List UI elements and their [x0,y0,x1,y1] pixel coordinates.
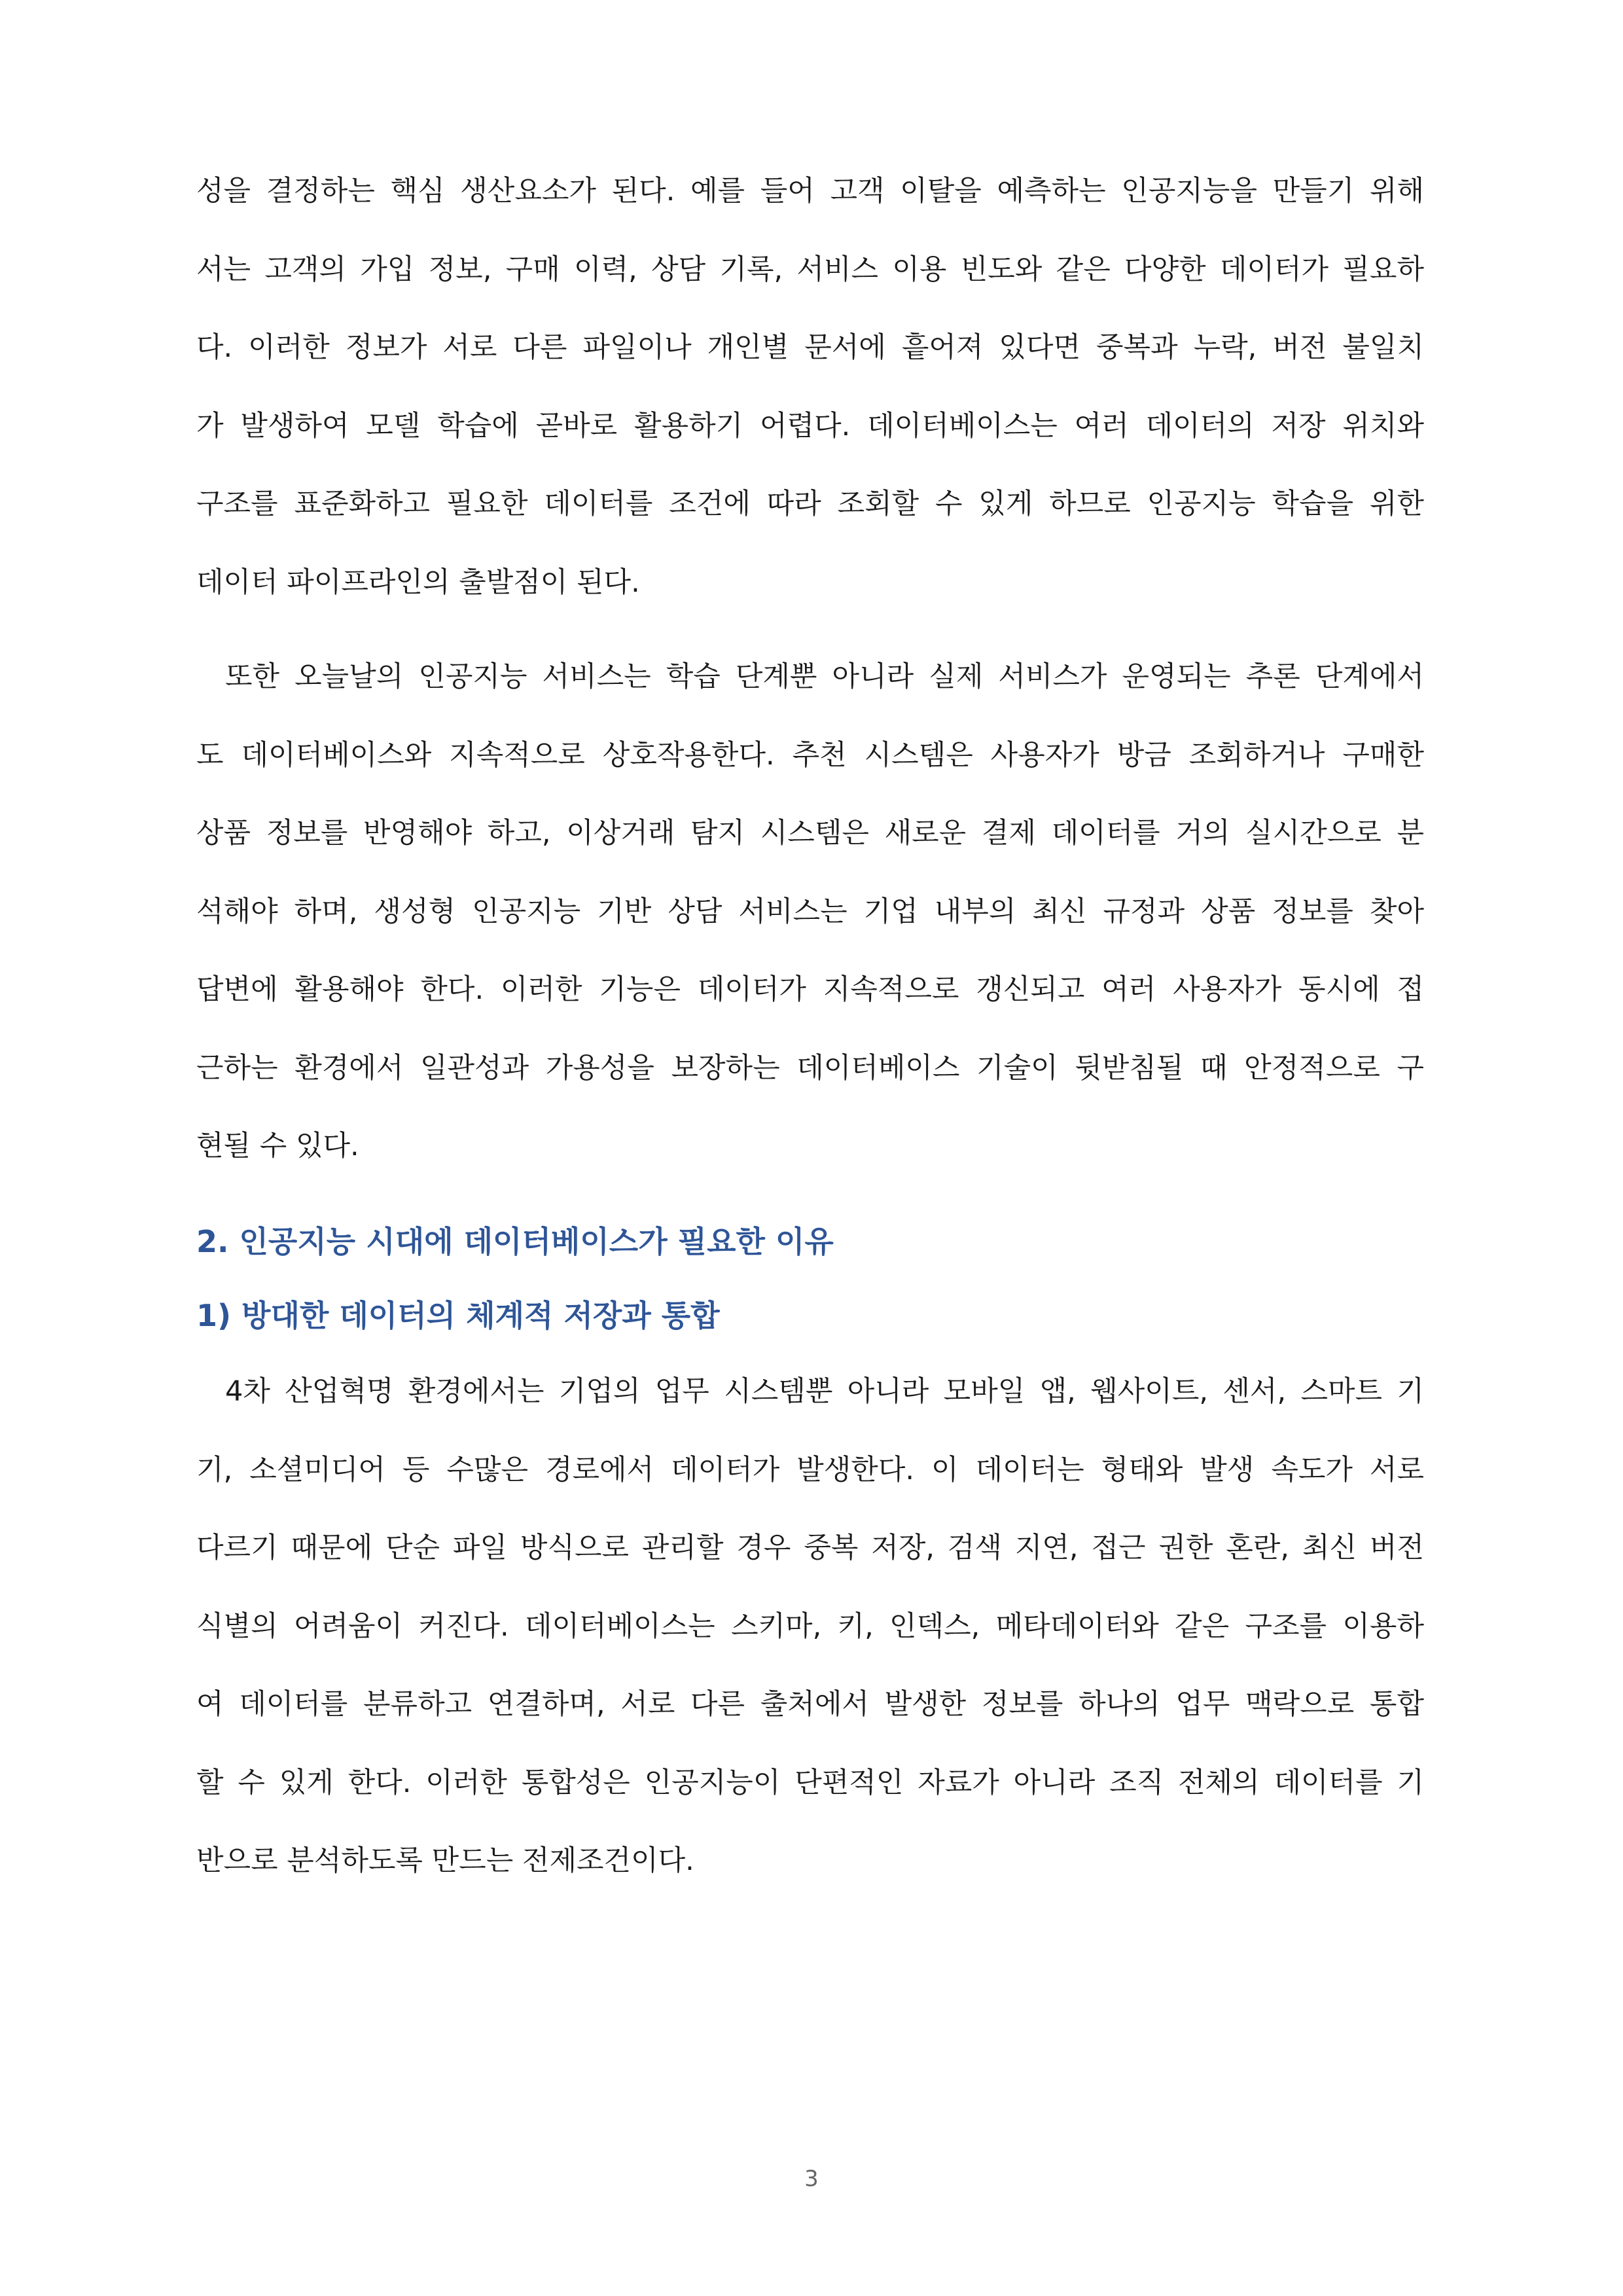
paragraph-2-line: 현될 수 있다. [196,1130,359,1162]
paragraph-3-line: 다르기 때문에 단순 파일 방식으로 관리할 경우 중복 저장, 검색 지연, 접근 권한 혼란, 최신 버전 [196,1532,1424,1564]
paragraph-3-line: 여 데이터를 분류하고 연결하며, 서로 다른 출처에서 발생한 정보를 하나의 업무 맥락으로 통합 [196,1688,1424,1721]
paragraph-2-line: 또한 오늘날의 인공지능 서비스는 학습 단계뿐 아니라 실제 서비스가 운영되는 추론 단계에서 [225,660,1424,693]
paragraph-2-line: 석해야 하며, 생성형 인공지능 기반 상담 서비스는 기업 내부의 최신 규정과 상품 정보를 찾아 [196,895,1424,928]
paragraph-2-line: 근하는 환경에서 일관성과 가용성을 보장하는 데이터베이스 기술이 뒷받침될 때 안정적으로 구 [196,1052,1424,1085]
page-number: 3 [804,2166,819,2192]
paragraph-1-line: 구조를 표준화하고 필요한 데이터를 조건에 따라 조회할 수 있게 하므로 인공지능 학습을 위한 [196,488,1424,520]
paragraph-1-line: 서는 고객의 가입 정보, 구매 이력, 상담 기록, 서비스 이용 빈도와 같은 다양한 데이터가 필요하 [196,253,1424,286]
paragraph-3-line: 기, 소셜미디어 등 수많은 경로에서 데이터가 발생한다. 이 데이터는 형태와 발생 속도가 서로 [196,1454,1424,1486]
paragraph-1-line: 데이터 파이프라인의 출발점이 된다. [196,566,640,599]
paragraph-3-line: 할 수 있게 한다. 이러한 통합성은 인공지능이 단편적인 자료가 아니라 조직 전체의 데이터를 기 [196,1767,1424,1799]
paragraph-3-line: 반으로 분석하도록 만드는 전제조건이다. [196,1844,694,1877]
paragraph-1-line: 성을 결정하는 핵심 생산요소가 된다. 예를 들어 고객 이탈을 예측하는 인공지능을 만들기 위해 [196,175,1424,207]
paragraph-2-line: 도 데이터베이스와 지속적으로 상호작용한다. 추천 시스템은 사용자가 방금 조회하거나 구매한 [196,739,1424,772]
paragraph-2-line: 답변에 활용해야 한다. 이러한 기능은 데이터가 지속적으로 갱신되고 여러 사용자가 동시에 접 [196,973,1424,1006]
subsection-heading: 1) 방대한 데이터의 체계적 저장과 통합 [196,1298,720,1333]
paragraph-1-line: 가 발생하여 모델 학습에 곧바로 활용하기 어렵다. 데이터베이스는 여러 데이터의 저장 위치와 [196,410,1424,442]
section-heading: 2. 인공지능 시대에 데이터베이스가 필요한 이유 [196,1224,834,1259]
paragraph-3-line: 4차 산업혁명 환경에서는 기업의 업무 시스템뿐 아니라 모바일 앱, 웹사이트, 센서, 스마트 기 [225,1375,1424,1408]
paragraph-3-line: 식별의 어려움이 커진다. 데이터베이스는 스키마, 키, 인덱스, 메타데이터와 같은 구조를 이용하 [196,1610,1424,1643]
paragraph-1-line: 다. 이러한 정보가 서로 다른 파일이나 개인별 문서에 흩어져 있다면 중복과 누락, 버전 불일치 [196,331,1424,364]
paragraph-2-line: 상품 정보를 반영해야 하고, 이상거래 탐지 시스템은 새로운 결제 데이터를 거의 실시간으로 분 [196,817,1424,850]
